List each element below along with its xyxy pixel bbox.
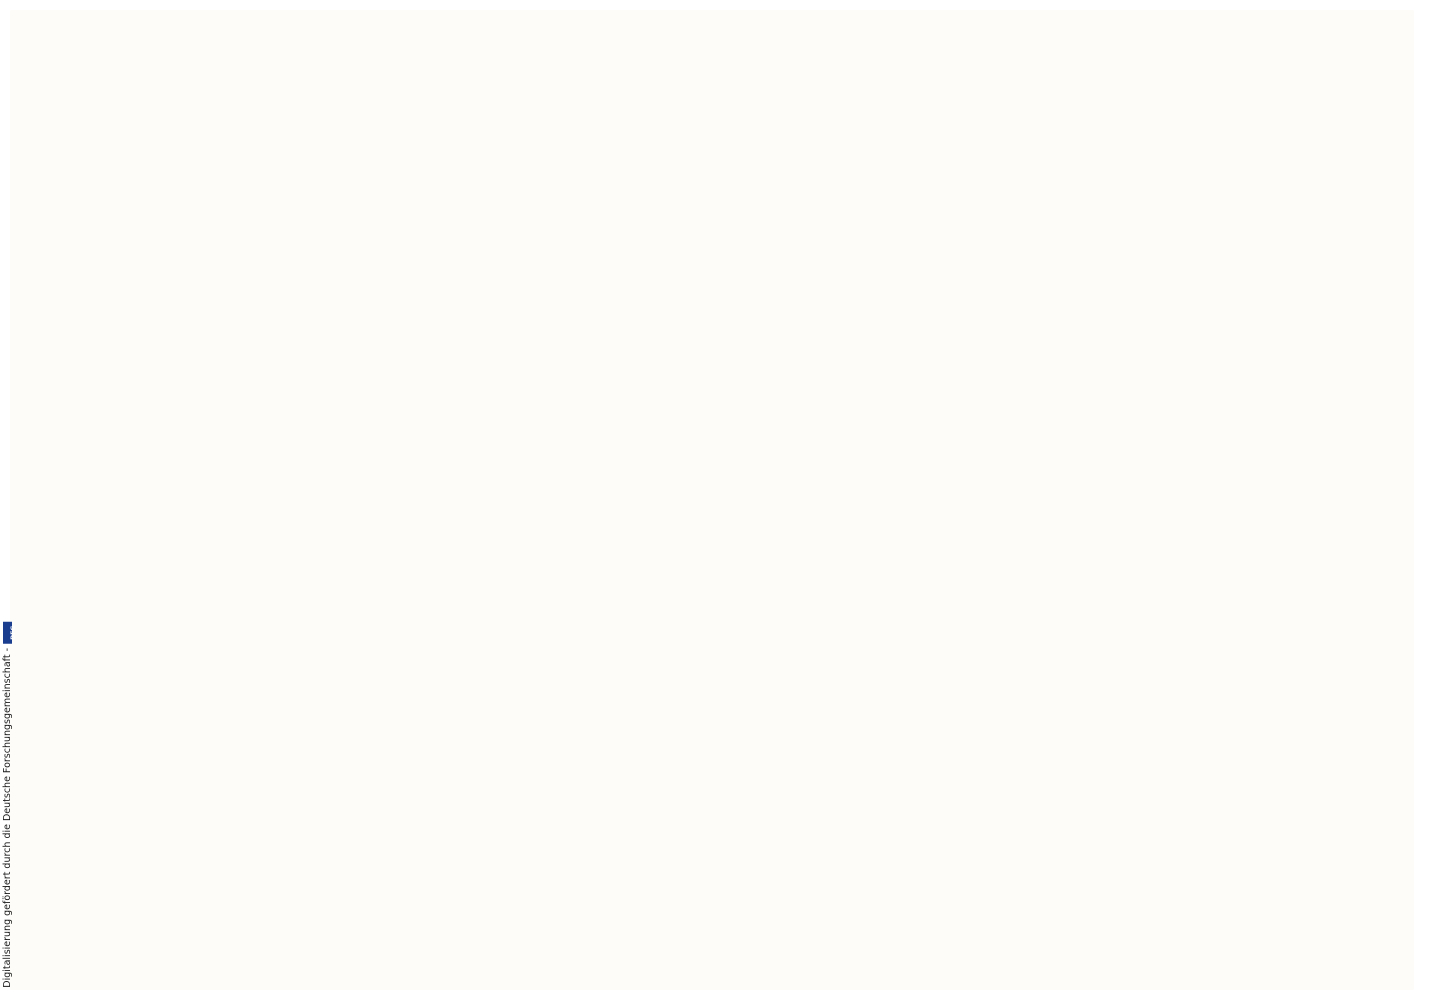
digitization-credit [2,622,13,988]
credit-text: Digitalisierung gefördert durch die Deutsche Forschungsgemeinschaft - [2,648,13,988]
scanned-page [10,10,1414,990]
dfg-logo [3,622,12,644]
